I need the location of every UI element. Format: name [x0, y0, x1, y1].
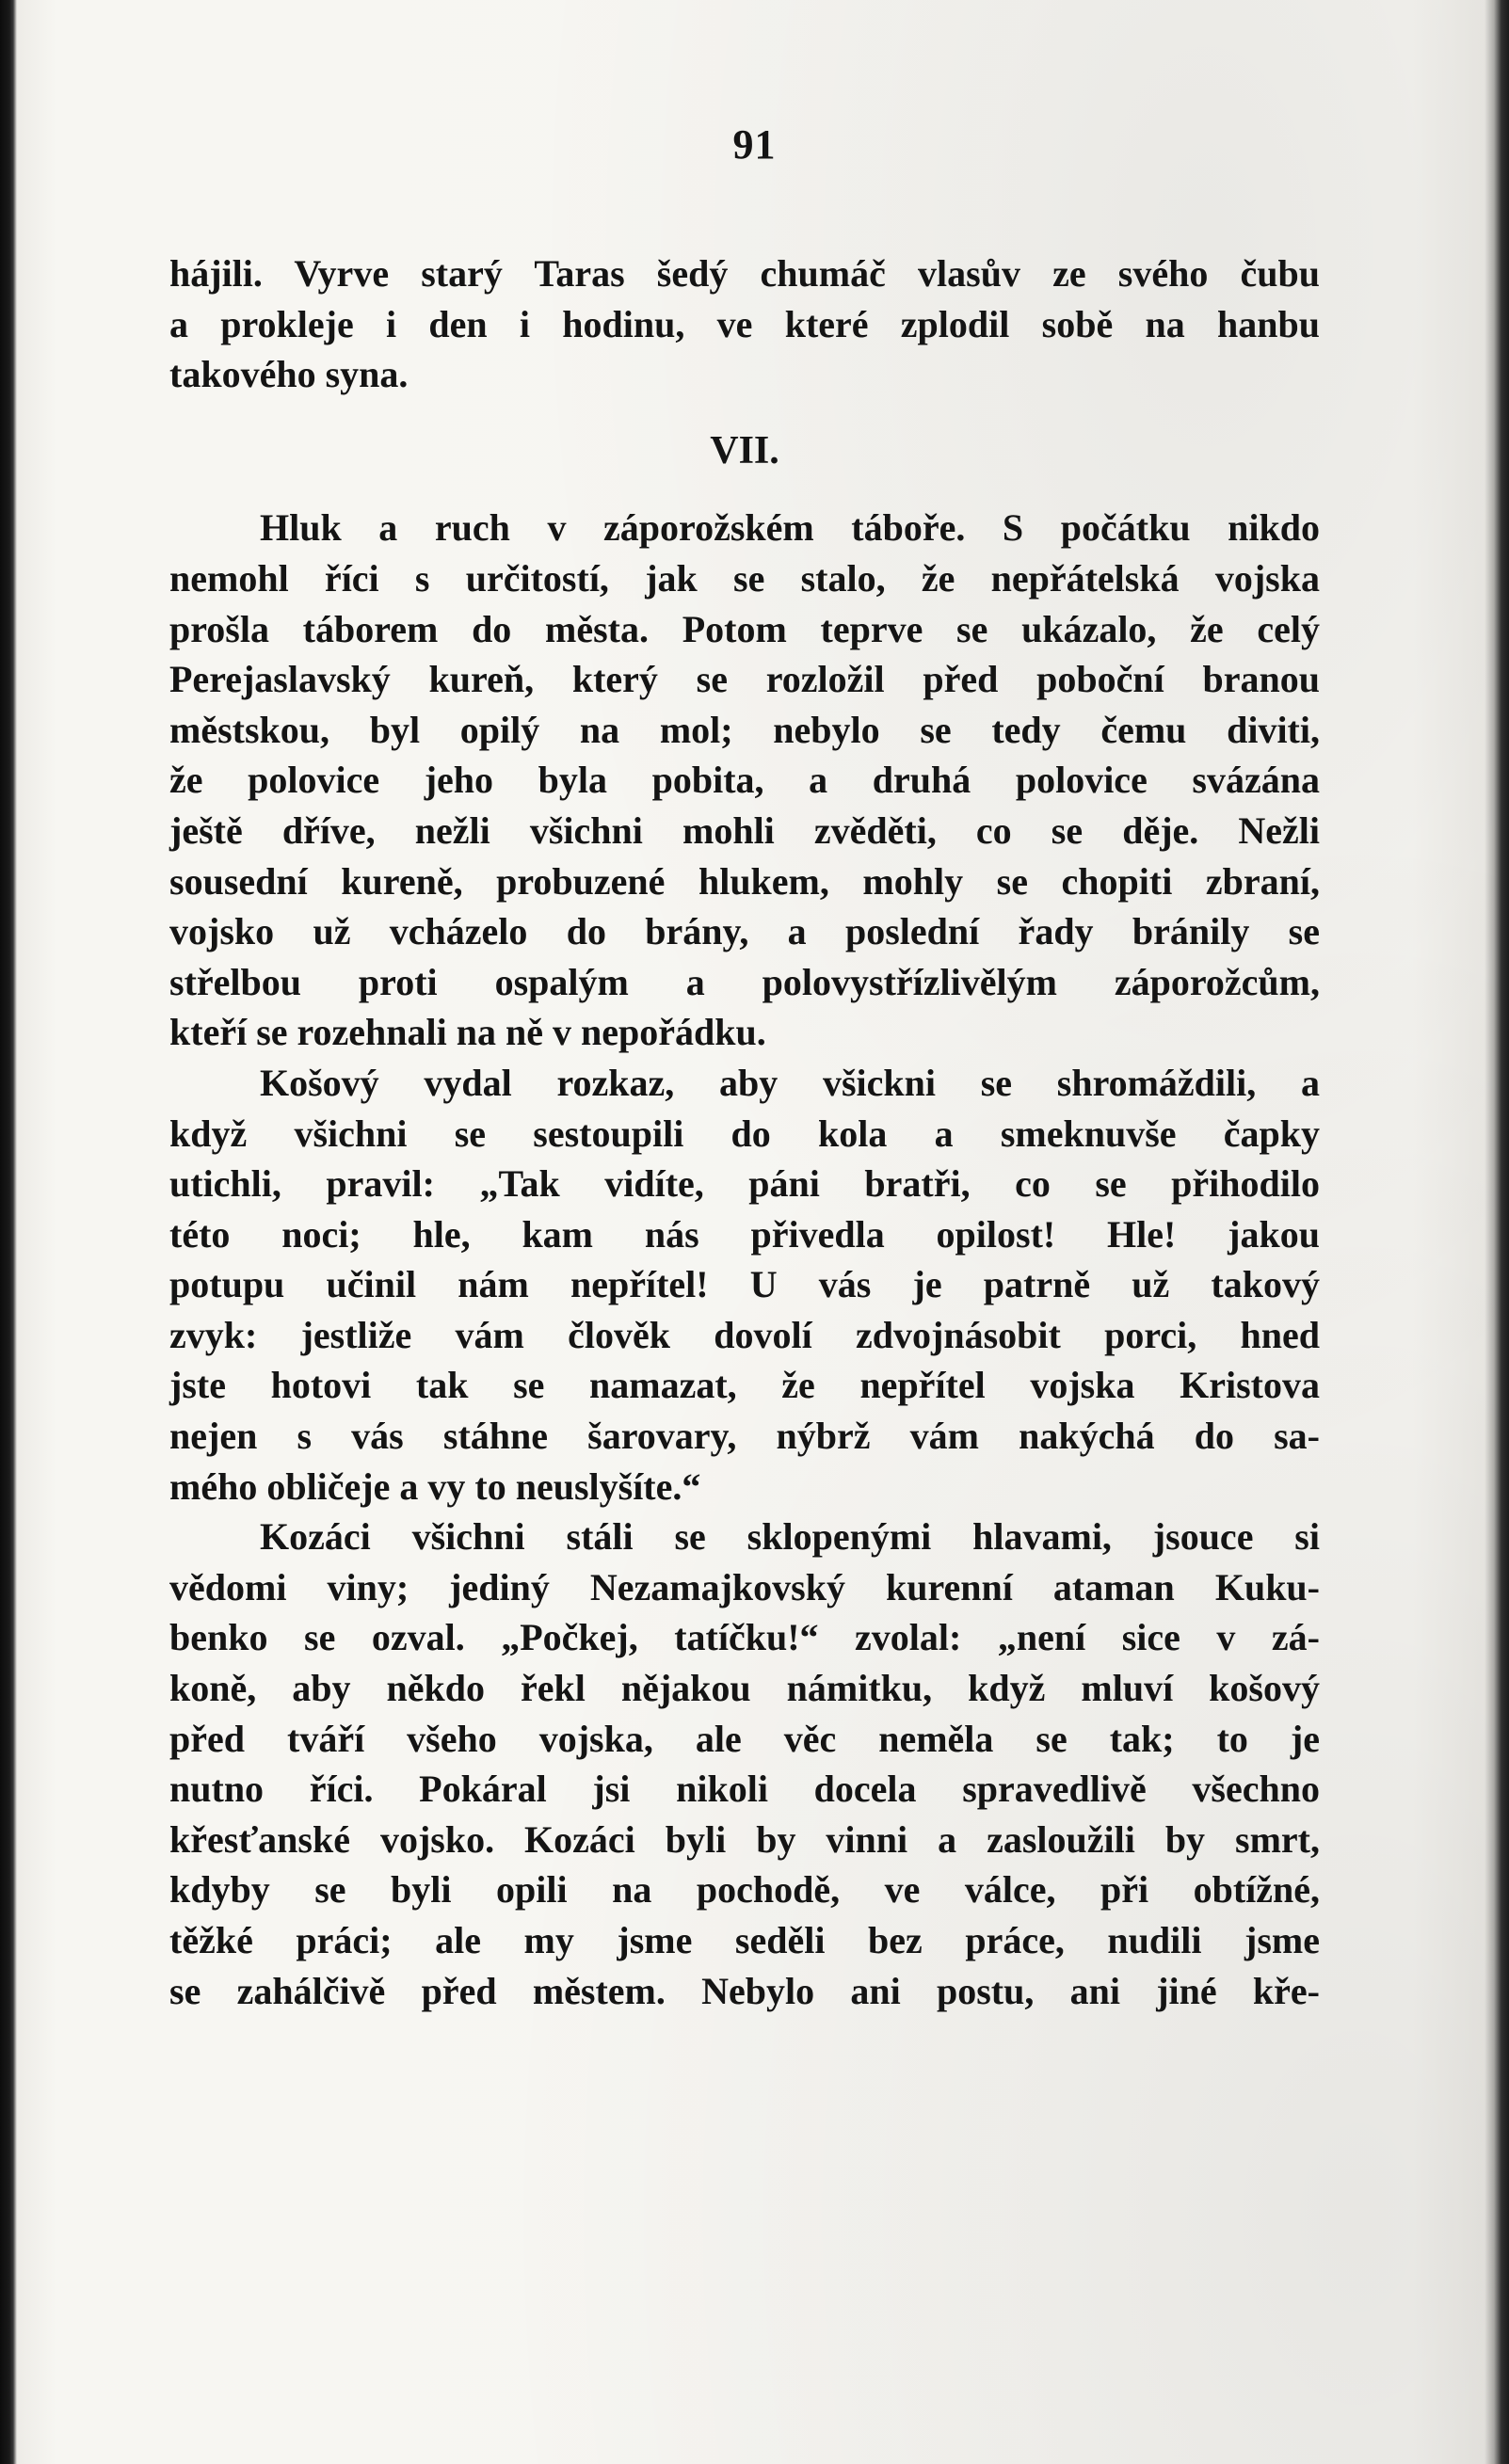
text-line: městskou, byl opilý na mol; nebylo se tedy čemu diviti, [169, 708, 1320, 751]
text-line: nemohl říci s určitostí, jak se stalo, že nepřátelská vojska [169, 556, 1320, 600]
text-line: Perejaslavský kureň, který se rozložil před poboční branou [169, 658, 1320, 701]
text-line: Košový vydal rozkaz, aby všickni se shromáždili, a [260, 1061, 1320, 1104]
text-line: potupu učinil nám nepřítel! U vás je patrně už takový [169, 1263, 1320, 1306]
text-line: zvyk: jestliže vám člověk dovolí zdvojnásobit porci, hned [169, 1313, 1320, 1356]
book-spine-shadow [0, 0, 17, 2464]
text-line: a prokleje i den i hodinu, ve které zplodil sobě na hanbu [169, 302, 1320, 345]
text-line: kdyby se byli opili na pochodě, ve válce, při obtížné, [169, 1868, 1320, 1912]
text-line: benko se ozval. „Počkej, tatíčku!“ zvolal: „není sice v zá- [169, 1616, 1320, 1659]
text-line: vědomi viny; jediný Nezamajkovský kurenní ataman Kuku- [169, 1565, 1320, 1608]
text-line: Kozáci všichni stáli se sklopenými hlavami, jsouce si [260, 1515, 1320, 1559]
text-line: ještě dříve, nežli všichni mohli zvěděti, co se děje. Nežli [169, 808, 1320, 852]
text-line: takového syna. [169, 353, 409, 396]
text-line: kteří se rozehnali na ně v nepořádku. [169, 1011, 766, 1054]
text-line: nutno říci. Pokáral jsi nikoli docela spravedlivě všechno [169, 1768, 1320, 1811]
text-line: mého obličeje a vy to neuslyšíte.“ [169, 1464, 701, 1508]
text-line: koně, aby někdo řekl nějakou námitku, když mluví košový [169, 1667, 1320, 1710]
text-line: utichli, pravil: „Tak vidíte, páni bratři, co se přihodilo [169, 1162, 1320, 1206]
text-line: prošla táborem do města. Potom teprve se ukázalo, že celý [169, 607, 1320, 650]
text-line: vojsko už vcházelo do brány, a poslední řady bránily se [169, 910, 1320, 953]
page-number: 91 [732, 121, 777, 168]
chapter-heading: VII. [710, 428, 779, 472]
text-line: Hluk a ruch v záporožském táboře. S počátku nikdo [260, 506, 1320, 550]
text-line: těžké práci; ale my jsme seděli bez práce, nudili jsme [169, 1919, 1320, 1961]
text-line: hájili. Vyrve starý Taras šedý chumáč vlasův ze svého čubu [169, 252, 1320, 295]
text-line: křesťanské vojsko. Kozáci byli by vinni a zasloužili by smrt, [169, 1817, 1320, 1861]
text-line: se zahálčivě před městem. Nebylo ani postu, ani jiné kře- [169, 1969, 1320, 2012]
text-line: že polovice jeho byla pobita, a druhá polovice svázána [169, 759, 1320, 802]
text-line: střelbou proti ospalým a polovystřízlivělým záporožcům, [169, 960, 1320, 1003]
text-line: když všichni se sestoupili do kola a smeknuvše čapky [169, 1112, 1320, 1155]
text-line: nejen s vás stáhne šarovary, nýbrž vám nakýchá do sa- [169, 1415, 1320, 1458]
text-line: jste hotovi tak se namazat, že nepřítel vojska Kristova [169, 1364, 1320, 1407]
text-line: sousední kureně, probuzené hlukem, mohly se chopiti zbraní, [169, 859, 1320, 903]
body-text [169, 248, 1320, 2016]
text-line: před tváří všeho vojska, ale věc neměla se tak; to je [169, 1717, 1320, 1760]
text-line: této noci; hle, kam nás přivedla opilost! Hle! jakou [169, 1212, 1320, 1256]
page-edge-shadow [1485, 0, 1509, 2464]
